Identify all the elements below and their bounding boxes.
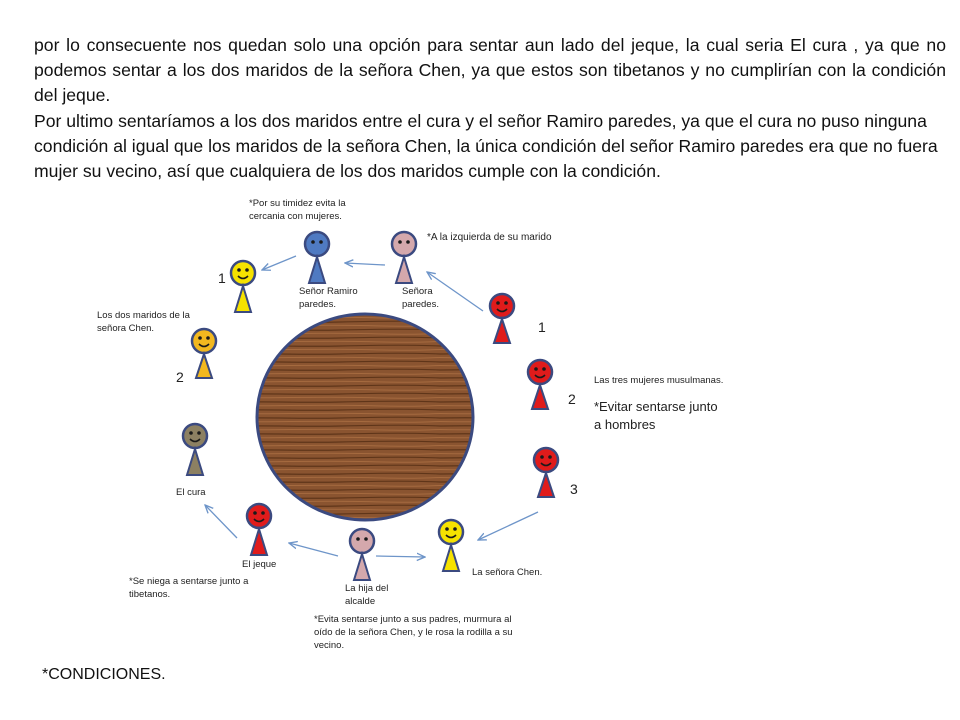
musulmana-number-3: 3 <box>570 481 578 497</box>
cura-label: El cura <box>176 487 206 498</box>
musulmanas-note: *Evitar sentarse junto a hombres <box>594 399 718 432</box>
person-marido-1 <box>231 261 255 312</box>
conditions-heading: *CONDICIONES. <box>42 666 166 683</box>
musulmanas-label: Las tres mujeres musulmanas. <box>594 375 724 386</box>
person-musulmana-3 <box>534 448 558 497</box>
person-musulmana-1 <box>490 294 514 343</box>
chen-label: La señora Chen. <box>472 567 543 578</box>
person-el-jeque <box>247 504 271 555</box>
person-senor-ramiro <box>305 232 329 283</box>
person-hija-alcalde <box>350 529 374 580</box>
person-musulmana-2 <box>528 360 552 409</box>
person-marido-2 <box>192 329 216 378</box>
marido-number-2: 2 <box>176 369 184 385</box>
paragraph-2: Por ultimo sentaríamos a los dos maridos entre el cura y el señor Ramiro paredes, ya que el cura no puso ninguna condición al igual que los maridos de la señora Chen, la única condición del señor Ramiro paredes era que no fuera mujer su vecino, así que cualquiera de los dos maridos cumple con la condición. <box>34 111 938 181</box>
musulmana-number-2: 2 <box>568 391 576 407</box>
senora-paredes-label: Señora paredes. <box>402 286 439 310</box>
ramiro-note: *Por su timidez evita la cercania con mujeres. <box>249 198 346 222</box>
hija-note: *Evita sentarse junto a sus padres, murmura al oído de la señora Chen, y le rosa la rodilla a su vecino. <box>314 614 513 651</box>
jeque-label: El jeque <box>242 559 277 570</box>
person-senora-paredes <box>392 232 416 283</box>
person-senora-chen <box>439 520 463 571</box>
senora-paredes-note: *A la izquierda de su marido <box>427 232 552 243</box>
person-el-cura <box>183 424 207 475</box>
jeque-note: *Se niega a sentarse junto a tibetanos. <box>129 576 249 600</box>
marido-number-1: 1 <box>218 270 226 286</box>
paragraph-1: por lo consecuente nos quedan solo una opción para sentar aun lado del jeque, la cual seria El cura , ya que no podemos sentar a los dos maridos de la señora Chen, ya que estos son tibetanos y no cumplirían con la condición del jeque. <box>34 35 946 105</box>
hija-label: La hija del alcalde <box>345 583 389 607</box>
maridos-label: Los dos maridos de la señora Chen. <box>97 310 190 334</box>
round-table <box>257 314 473 520</box>
ramiro-name-label: Señor Ramiro paredes. <box>299 286 358 310</box>
musulmana-number-1: 1 <box>538 319 546 335</box>
